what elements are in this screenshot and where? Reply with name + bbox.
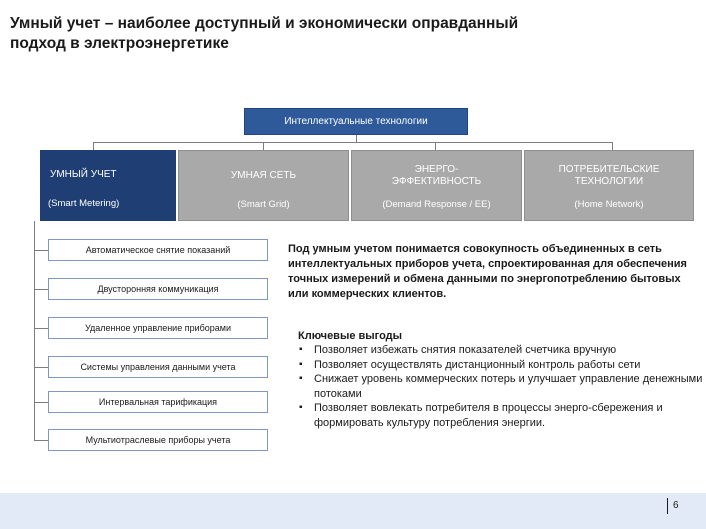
connector-drop-3: [435, 142, 436, 150]
list-connector-tick: [34, 328, 48, 329]
connector-drop-2: [263, 142, 264, 150]
connector-drop-4: [612, 142, 613, 150]
root-node-intelligent-technologies: Интеллектуальные технологии: [244, 108, 468, 135]
list-item-automatic-reading: Автоматическое снятие показаний: [48, 239, 268, 261]
list-connector-tick: [34, 440, 48, 441]
category-smart-metering: [40, 150, 176, 221]
page-number: 6: [673, 500, 679, 511]
benefit-item: ▪ Позволяет избежать снятия показателей счетчика вручную: [298, 343, 703, 358]
list-item-two-way-communication: Двусторонняя коммуникация: [48, 278, 268, 300]
connector-root-down: [356, 135, 357, 142]
category-subtitle: (Demand Response / EE): [382, 199, 491, 210]
slide-title-line-1: Умный учет – наиболее доступный и экономически оправданный: [10, 15, 519, 32]
footer-band: [0, 493, 706, 529]
benefit-item: ▪ Снижает уровень коммерческих потерь и улучшает управление денежными потоками: [298, 372, 703, 401]
category-smart-grid: [178, 150, 349, 221]
list-item-data-management: Системы управления данными учета: [48, 356, 268, 378]
benefits-heading: Ключевые выгоды: [298, 330, 403, 342]
category-subtitle: (Home Network): [574, 199, 644, 210]
connector-drop-1: [93, 142, 94, 150]
list-item-interval-tariffs: Интервальная тарификация: [48, 391, 268, 413]
category-title: УМНЫЙ УЧЕТ: [50, 169, 117, 180]
smart-metering-description: Под умным учетом понимается совокупность объединенных в сеть интеллектуальных приборов учета, спроектированная для обеспечения точных измерений и обмена данными по энергопотреблению бытовых или коммерческих клиентов.: [288, 243, 687, 300]
category-title: ЭНЕРГО- ЭФФЕКТИВНОСТЬ: [391, 164, 482, 187]
category-subtitle: (Smart Metering): [48, 198, 120, 209]
benefits-list: [298, 343, 703, 430]
list-connector-tick: [34, 289, 48, 290]
category-subtitle: (Smart Grid): [237, 199, 290, 210]
benefit-item: ▪ Позволяет вовлекать потребителя в процессы энерго-сбережения и формировать культуру потребления энергии.: [298, 401, 703, 430]
category-energy-efficiency: [351, 150, 522, 221]
category-consumer-technologies: [524, 150, 694, 221]
page-number-separator: [667, 498, 668, 514]
list-item-remote-control: Удаленное управление приборами: [48, 317, 268, 339]
category-title: ПОТРЕБИТЕЛЬСКИЕ ТЕХНОЛОГИИ: [558, 164, 660, 187]
slide-title-line-2: подход в электроэнергетике: [10, 35, 229, 52]
connector-horizontal: [93, 142, 613, 143]
benefit-item: ▪ Позволяет осуществлять дистанционный контроль работы сети: [298, 358, 703, 373]
list-connector-tick: [34, 367, 48, 368]
list-item-multi-utility-meters: Мультиотраслевые приборы учета: [48, 429, 268, 451]
list-connector-tick: [34, 250, 48, 251]
category-title: УМНАЯ СЕТЬ: [230, 170, 297, 181]
list-connector-tick: [34, 402, 48, 403]
list-connector-vertical: [34, 221, 35, 441]
slide-title: [10, 14, 690, 54]
